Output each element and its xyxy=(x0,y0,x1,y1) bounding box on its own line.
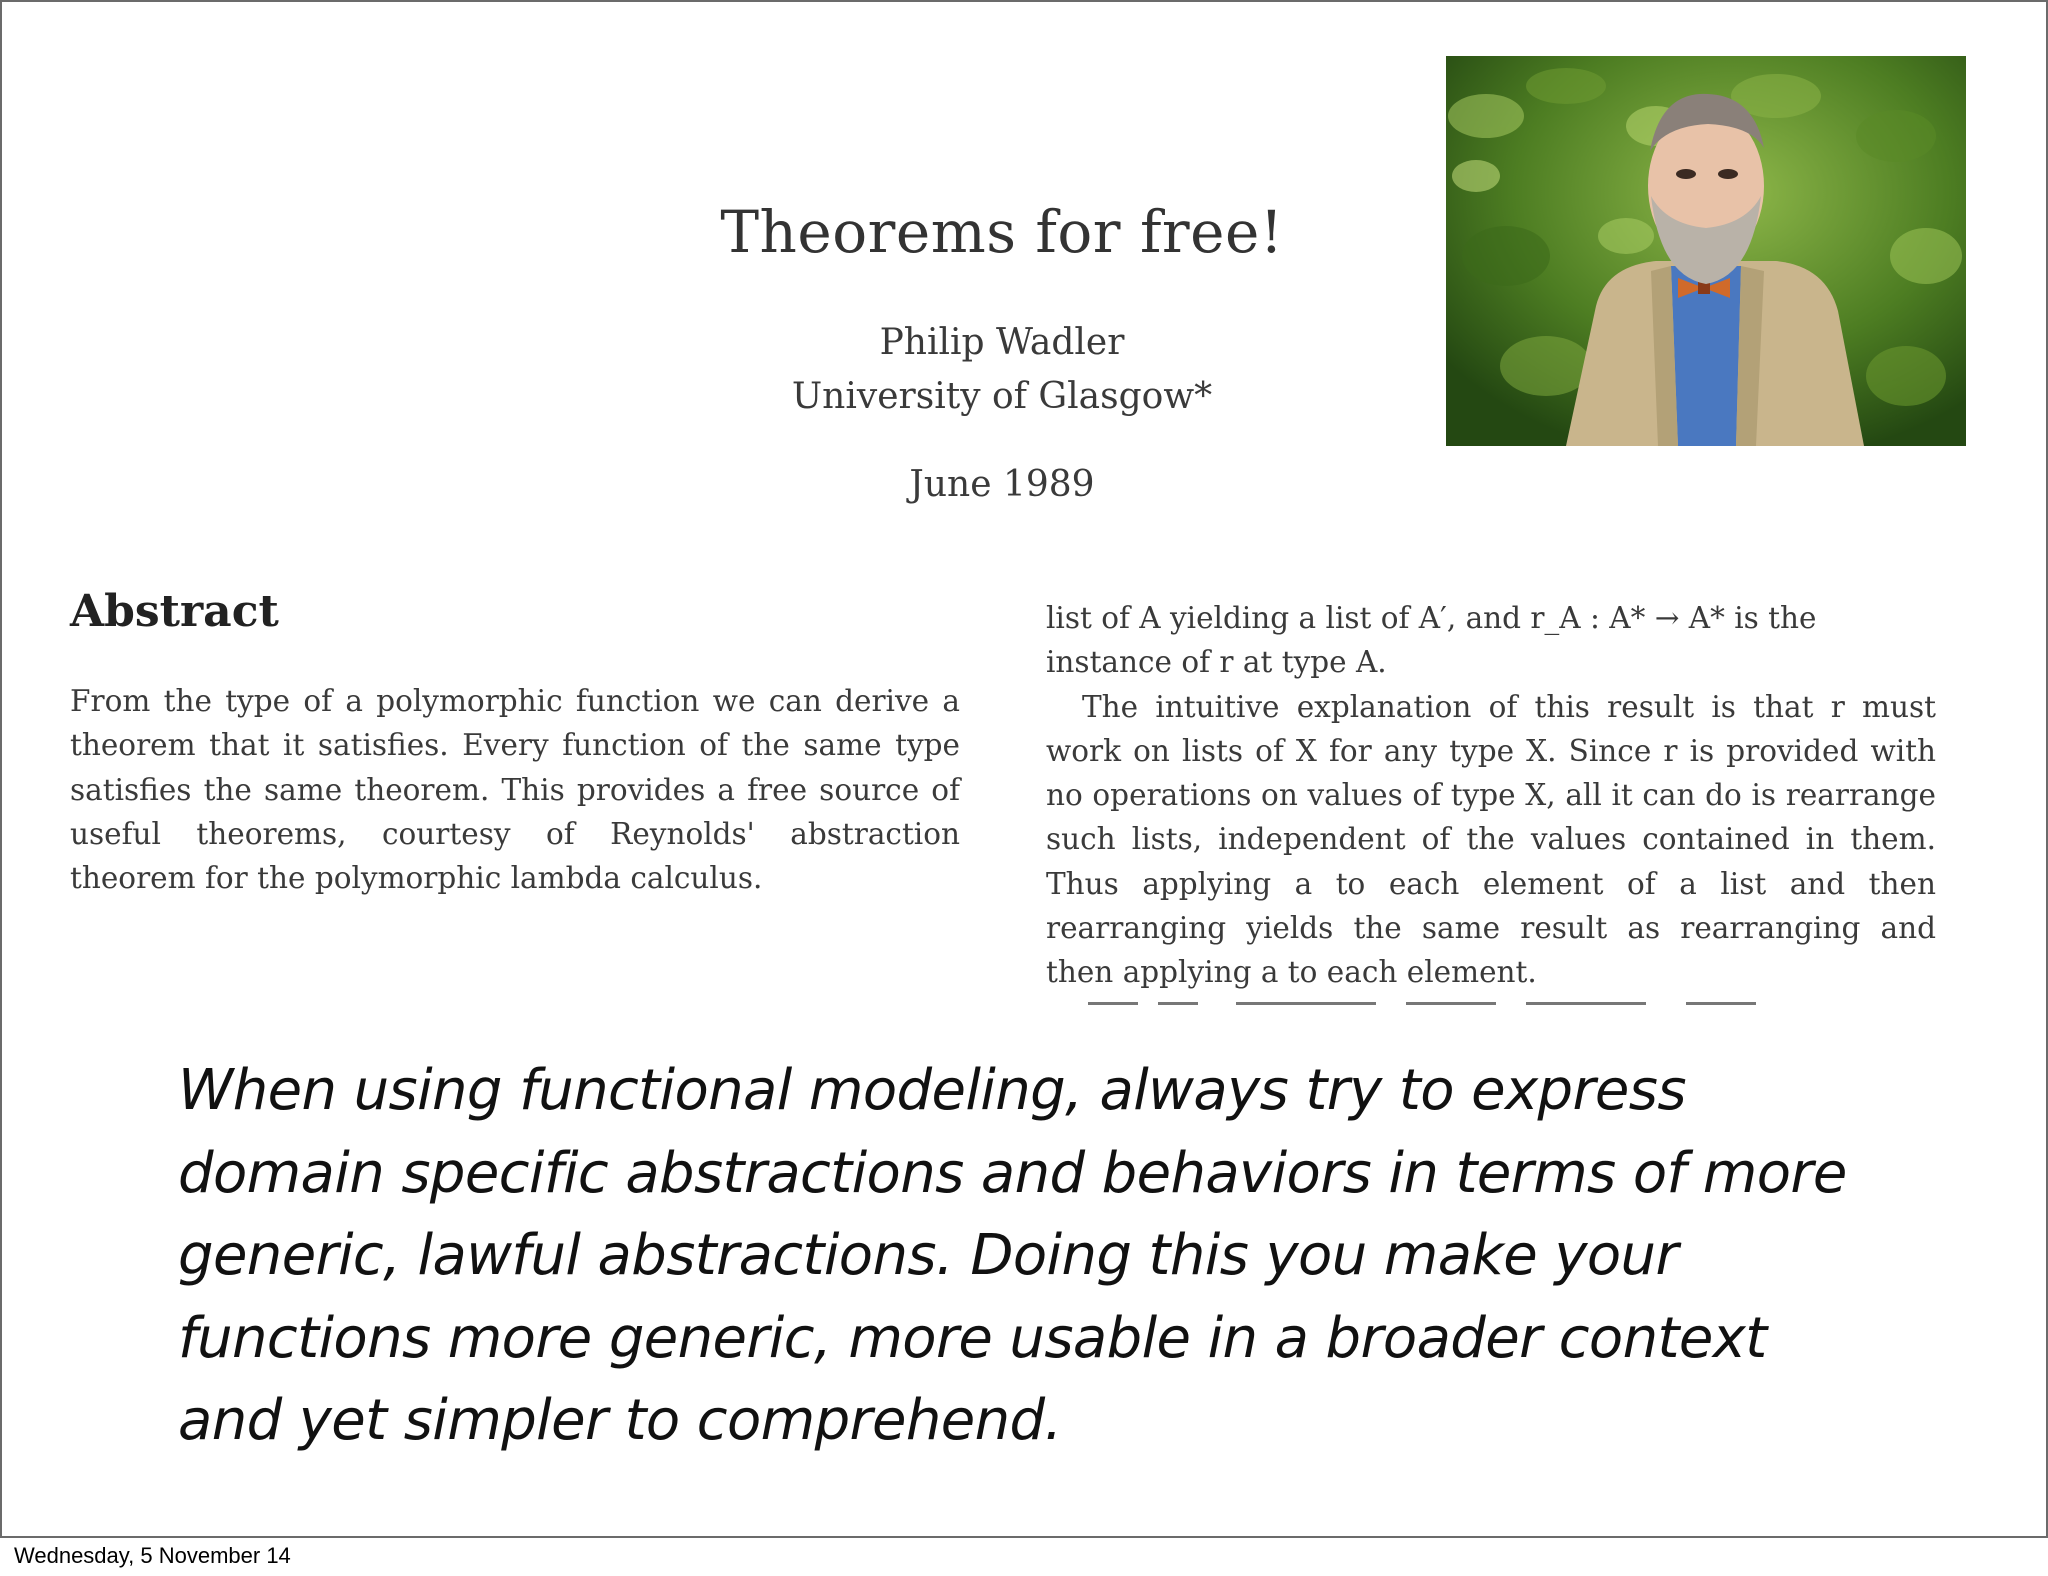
slide-caption: When using functional modeling, always try to express domain specific abstractions and behaviors in terms of more generic, lawful abstractions. Doing this you make your functions more generic, more usable in a broader context and yet simpler to comprehend. xyxy=(178,1058,1847,1453)
paper-affiliation: University of Glasgow* xyxy=(791,376,1213,417)
paper-column-2 xyxy=(1046,596,1936,995)
author-portrait-photo xyxy=(1446,56,1966,446)
paper-title: Theorems for free! xyxy=(720,198,1284,266)
column-2-line-1: list of A yielding a list of A′, and r_A : A* → A* is the xyxy=(1046,601,1817,635)
column-2-paragraph: The intuitive explanation of this result is that r must work on lists of X for any type X. Since r is provided with no operations on values of type X, all it can do is rearrange such lists, independent of the values contained in them. Thus applying a to each element of a list and then rearranging yields the same result as rearranging and then applying a to each element. xyxy=(1046,689,1936,990)
abstract-heading: Abstract xyxy=(70,586,279,637)
paper-date: June 1989 xyxy=(909,464,1095,505)
paper-author: Philip Wadler xyxy=(879,322,1125,363)
truncated-text-line xyxy=(1046,1002,1936,1008)
footer-date: Wednesday, 5 November 14 xyxy=(14,1543,291,1568)
column-2-line-2: instance of r at type A. xyxy=(1046,645,1387,680)
abstract-text: From the type of a polymorphic function we can derive a theorem that it satisfies. Every function of the same type satisfies the same theorem. This provides a free source of useful theorems, courtesy of Reynolds' abstraction theorem for the polymorphic lambda calculus. xyxy=(70,684,960,896)
